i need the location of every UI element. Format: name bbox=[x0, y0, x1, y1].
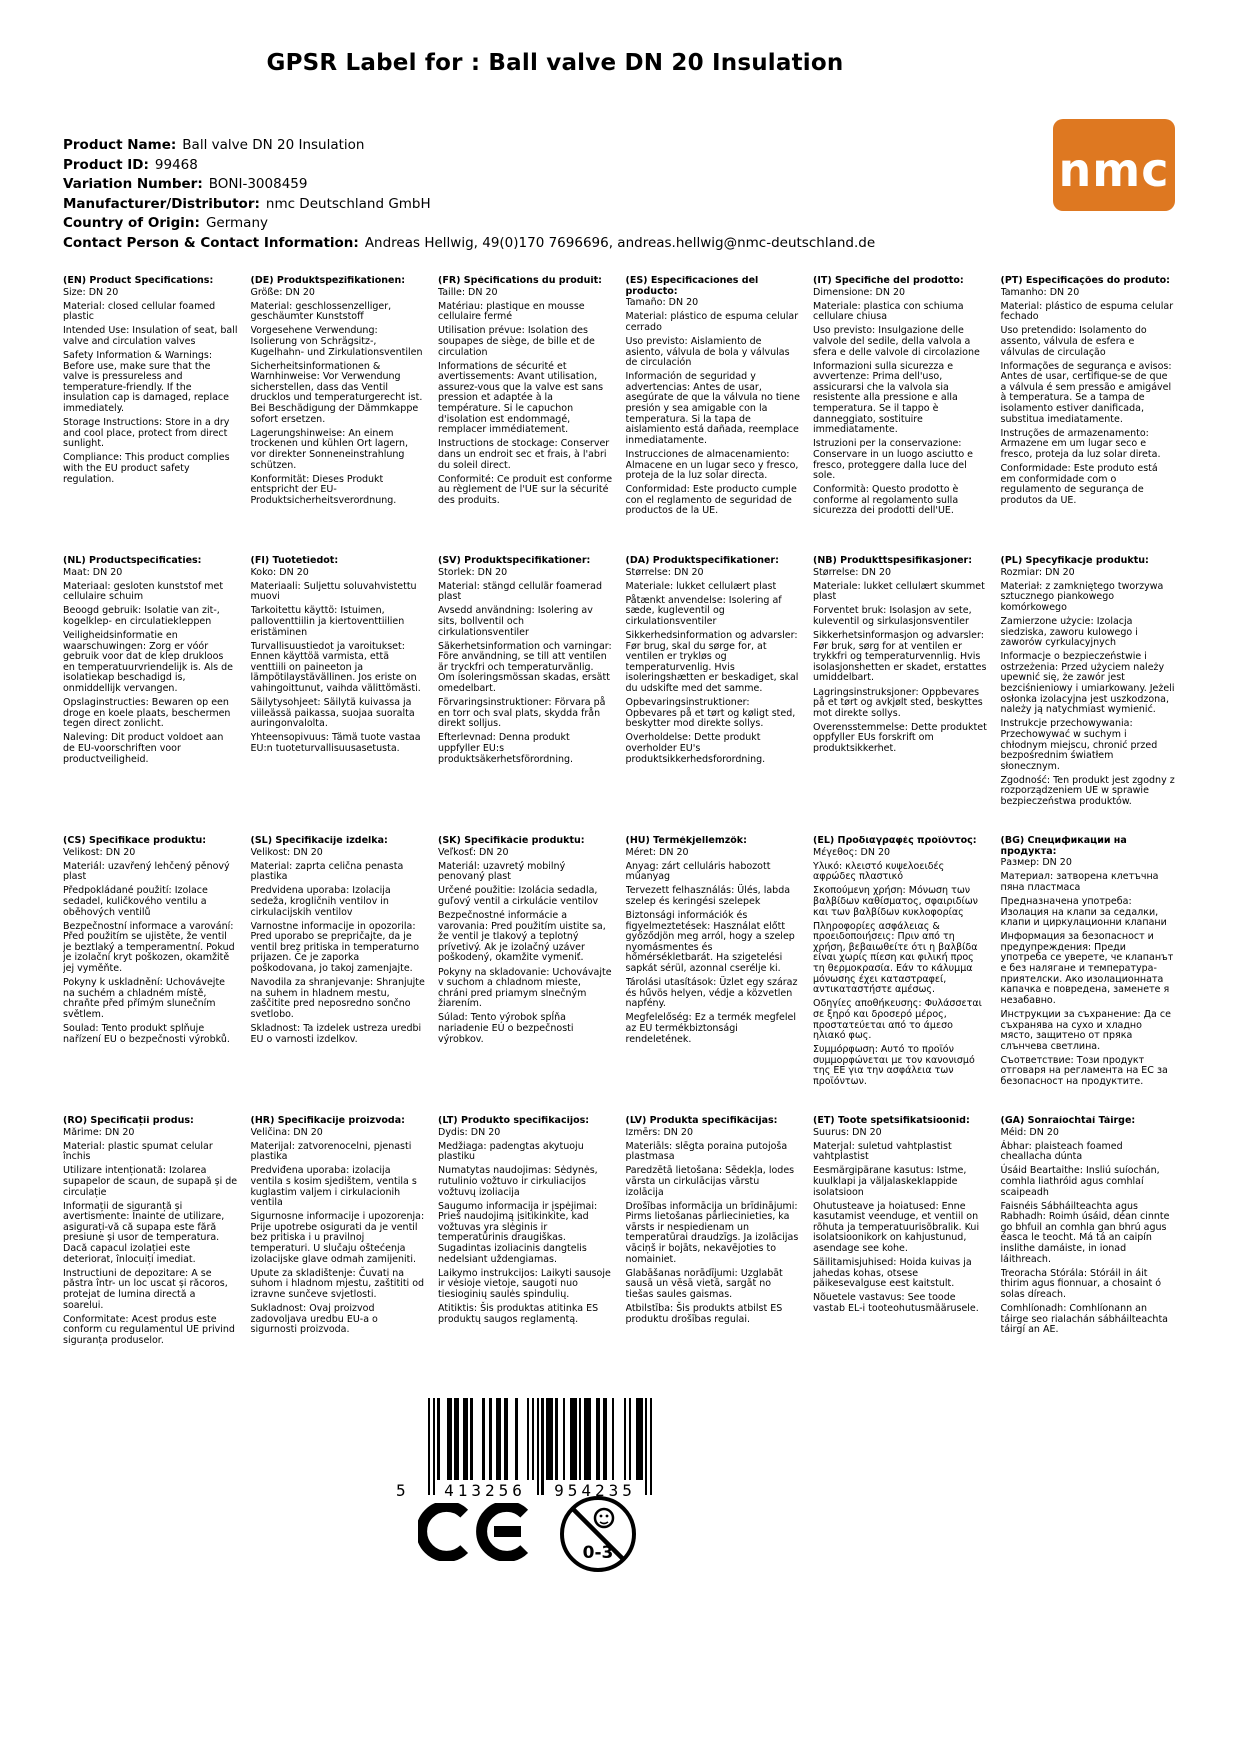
spec-paragraph: Size: DN 20 bbox=[63, 286, 119, 298]
spec-paragraph: Størrelse: DN 20 bbox=[625, 566, 704, 578]
spec-paragraph: Veličina: DN 20 bbox=[250, 1126, 323, 1138]
spec-paragraph: Drošības informācija un brīdinājumi: Pirms lietošanas pārliecinieties, ka vārsts ir nespiedienam un temperatūrai draudzīgs. Ja izolācijas vāciņš ir bojāts, nekavējoties to nomainiet. bbox=[625, 1200, 799, 1265]
product-field bbox=[63, 136, 875, 156]
barcode-bar bbox=[527, 1398, 529, 1480]
spec-paragraph: Koko: DN 20 bbox=[250, 566, 309, 578]
spec-paragraph: Conformità: Questo prodotto è conforme al regolamento sulla sicurezza dei prodotti dell'UE. bbox=[813, 484, 959, 517]
spec-header: (ES) Especificaciones del producto: bbox=[625, 276, 759, 297]
spec-block-et bbox=[813, 1116, 988, 1396]
product-field bbox=[63, 214, 875, 234]
spec-block-fi bbox=[251, 556, 426, 836]
spec-paragraph: Предназначена употреба: Изолация на клапи за седалки, клапи и циркулационни клапани bbox=[1000, 895, 1167, 929]
spec-paragraph: Materjal: suletud vahtplastist vahtplastist bbox=[813, 1140, 952, 1163]
spec-paragraph: Numatytas naudojimas: Sėdynės, rutulinio vožtuvo ir cirkuliacijos vožtuvų izoliacija bbox=[438, 1165, 598, 1198]
spec-paragraph: Atbilstība: Šis produkts atbilst ES produktu drošības regulai. bbox=[625, 1303, 783, 1325]
spec-header: (RO) Specificații produs: bbox=[63, 1116, 194, 1126]
spec-paragraph: Beoogd gebruik: Isolatie van zit-, kogelklep- en circulatiekleppen bbox=[63, 605, 220, 627]
spec-header: (DE) Produktspezifikationen: bbox=[250, 276, 406, 286]
spec-block-pt bbox=[1001, 276, 1176, 556]
barcode-bar bbox=[428, 1398, 430, 1495]
barcode-bar bbox=[532, 1398, 534, 1480]
spec-paragraph: Naleving: Dit product voldoet aan de EU-voorschriften voor productveiligheid. bbox=[63, 732, 224, 765]
spec-header: (PT) Especificações do produto: bbox=[1000, 276, 1170, 286]
spec-paragraph: Predvidena uporaba: Izolacija sedeža, krogličnih ventilov in cirkulacijskih ventilov bbox=[250, 885, 391, 918]
spec-paragraph: Dydis: DN 20 bbox=[438, 1126, 501, 1138]
barcode-bar bbox=[555, 1398, 557, 1480]
specs-grid bbox=[63, 276, 1175, 1396]
barcode-bar bbox=[537, 1398, 539, 1495]
product-field bbox=[63, 195, 875, 215]
spec-header: (EL) Προδιαγραφές προϊόντος: bbox=[813, 836, 977, 846]
spec-paragraph: Istruzioni per la conservazione: Conservare in un luogo asciutto e fresco, proteggere dalla luce del sole. bbox=[813, 438, 974, 482]
spec-paragraph: Materiál: uzavretý mobilný penovaný plast bbox=[438, 860, 566, 883]
spec-paragraph: Uso previsto: Insulgazione delle valvole del sedile, della valvola a sfera e delle valvole di circolazione bbox=[813, 325, 980, 358]
spec-paragraph: Suurus: DN 20 bbox=[813, 1126, 882, 1138]
spec-paragraph: Treoracha Stórála: Stóráil in áit thirim agus fionnuar, a chosaint ó solas díreach. bbox=[1000, 1267, 1162, 1300]
barcode-bar bbox=[496, 1398, 501, 1480]
spec-block-nb bbox=[813, 556, 988, 836]
spec-block-hr bbox=[251, 1116, 426, 1396]
spec-paragraph: Bezpečnostné informácie a varovania: Pred použitím uistite sa, že ventil je tlakový a teplotný prívetivý. Ak je izolačný uzáver poškodený, okamžite vymeniť. bbox=[438, 910, 606, 964]
spec-paragraph: Utilisation prévue: Isolation des soupapes de siège, de bille et de circulation bbox=[438, 325, 595, 358]
spec-paragraph: Yhteensopivuus: Tämä tuote vastaa EU:n tuoteturvallisuusasetusta. bbox=[250, 732, 421, 754]
spec-block-lt bbox=[438, 1116, 613, 1396]
barcode-bar bbox=[650, 1398, 652, 1495]
barcode-bar bbox=[470, 1398, 472, 1480]
spec-paragraph: Storlek: DN 20 bbox=[438, 566, 508, 578]
spec-paragraph: Informações de segurança e avisos: Antes de usar, certifique-se de que a válvula é sem pressão e amigável à temperatura. Se a tampa de isolamento estiver danificada, substitua imediatamente. bbox=[1000, 360, 1172, 425]
spec-paragraph: Materiál: uzavřený lehčený pěnový plast bbox=[63, 860, 230, 883]
spec-block-pl bbox=[1001, 556, 1176, 836]
barcode-digits-group1: 413256 bbox=[444, 1481, 526, 1500]
spec-paragraph: Οδηγίες αποθήκευσης: Φυλάσσεται σε ξηρό και δροσερό μέρος, προστατεύεται από το άμεσο ηλιακό φως. bbox=[813, 998, 982, 1042]
spec-paragraph: Turvallisuustiedot ja varoitukset: Ennen käyttöä varmista, että venttiili on paineeton ja lämpötilaystävällinen. Jos eriste on vahingoittunut, vaihda välittömästi. bbox=[250, 640, 421, 695]
spec-paragraph: Materiale: plastica con schiuma cellulare chiusa bbox=[813, 300, 964, 323]
barcode-digits-group2: 954235 bbox=[554, 1481, 636, 1500]
spec-header: (GA) Sonraíochtaí Táirge: bbox=[1000, 1116, 1136, 1126]
spec-paragraph: Upute za skladištenje: Čuvati na suhom i hladnom mjestu, zaštititi od izravne sunčeve svjetlosti. bbox=[250, 1267, 425, 1300]
spec-paragraph: Материал: затворена клетъчна пяна пластмаса bbox=[1000, 871, 1159, 893]
spec-header: (EN) Product Specifications: bbox=[63, 276, 214, 286]
spec-block-fr bbox=[438, 276, 613, 556]
field-label: Country of Origin: bbox=[63, 215, 200, 231]
barcode-bar bbox=[541, 1398, 543, 1495]
spec-block-it bbox=[813, 276, 988, 556]
spec-paragraph: Materiał: z zamkniętego tworzywa sztucznego piankowego komórkowego bbox=[1000, 580, 1164, 613]
spec-paragraph: Ohutusteave ja hoiatused: Enne kasutamist veenduge, et ventiil on rõhuta ja temperatuurisõbralik. Kui isolatsioonikork on kahjustunud, asendage see kohe. bbox=[813, 1200, 980, 1255]
spec-paragraph: Méid: DN 20 bbox=[1000, 1126, 1059, 1138]
field-value: Andreas Hellwig, 49(0)170 7696696, andreas.hellwig@nmc-deutschland.de bbox=[364, 234, 876, 251]
spec-paragraph: Säkerhetsinformation och varningar: Före användning, se till att ventilen är tryckfri och temperaturvänlig. Om isoleringsmössan skadas, ersätt omedelbart. bbox=[438, 640, 612, 695]
spec-paragraph: Zamierzone użycie: Izolacja siedziska, zaworu kulowego i zaworów cyrkulacyjnych bbox=[1000, 615, 1138, 649]
product-info bbox=[63, 136, 875, 253]
spec-paragraph: Säilytysohjeet: Säilytä kuivassa ja viileässä paikassa, suojaa suoralta auringonvalolta. bbox=[250, 697, 415, 730]
barcode-bar bbox=[563, 1398, 565, 1480]
spec-paragraph: Pokyny na skladovanie: Uchovávajte v suchom a chladnom mieste, chráni pred priamym slnečným žiarením. bbox=[438, 966, 612, 1010]
spec-block-ga bbox=[1001, 1116, 1176, 1396]
spec-paragraph: Veľkosť: DN 20 bbox=[438, 846, 509, 858]
spec-paragraph: Conformité: Ce produit est conforme au règlement de l'UE sur la sécurité des produits. bbox=[438, 473, 613, 506]
spec-paragraph: Efterlevnad: Denna produkt uppfyller EU:s produktsäkerhetsförordning. bbox=[438, 732, 574, 765]
field-value: Germany bbox=[205, 215, 268, 231]
spec-paragraph: Informazioni sulla sicurezza e avvertenze: Prima dell'uso, assicurarsi che la valvola sia resistente alla pressione e alla temperatura. Se il tappo è danneggiato, sostituire immediatamente. bbox=[813, 360, 958, 436]
spec-paragraph: Sikkerhedsinformation og advarsler: Før brug, skal du sørge for, at ventilen er trykløs og temperaturvenlig. Hvis isoleringshætten er beskadiget, skal du udskifte med det samme. bbox=[625, 630, 799, 695]
spec-paragraph: Größe: DN 20 bbox=[250, 286, 315, 298]
spec-paragraph: Conformidad: Este producto cumple con el reglamento de seguridad de productos de la UE. bbox=[625, 484, 797, 517]
spec-paragraph: Uso previsto: Aislamiento de asiento, válvula de bola y válvulas de circulación bbox=[625, 335, 790, 369]
spec-paragraph: Material: stängd cellulär foamerad plast bbox=[438, 580, 603, 603]
barcode-bar bbox=[645, 1398, 647, 1495]
spec-header: (FR) Spécifications du produit: bbox=[438, 276, 602, 286]
spec-paragraph: Saugumo informacija ir įspėjimai: Prieš naudojimą įsitikinkite, kad vožtuvas yra slėginis ir temperatūrinis draugiškas. Sugadintas izoliacinis dangtelis nedelsiant uždengiamas. bbox=[438, 1200, 598, 1265]
spec-header: (FI) Tuotetiedot: bbox=[250, 556, 339, 566]
barcode-bar bbox=[596, 1398, 601, 1480]
spec-header: (NB) Produkttspesifikasjoner: bbox=[813, 556, 973, 566]
spec-paragraph: Lagerungshinweise: An einem trockenen und kühlen Ort lagern, vor direkter Sonneneinstrahlung schützen. bbox=[250, 427, 408, 471]
spec-paragraph: Инструкции за съхранение: Да се съхранява на сухо и хладно място, защитено от пряка слънчева светлина. bbox=[1000, 1008, 1171, 1052]
barcode-bar bbox=[463, 1398, 468, 1480]
spec-paragraph: Faisnéis Sábháilteachta agus Rabhadh: Roimh úsáid, déan cinnte go bhfuil an comhla gan bhrú agus éasca le teocht. Má tá an caipín inslithe damáiste, in ionad láithreach. bbox=[1000, 1200, 1170, 1265]
spec-header: (BG) Спецификации на продукта: bbox=[1000, 836, 1127, 857]
barcode-bar bbox=[546, 1398, 553, 1480]
field-label: Product Name: bbox=[63, 137, 177, 153]
spec-block-cs bbox=[63, 836, 238, 1116]
age-warning-0-3-icon bbox=[556, 1492, 640, 1576]
spec-paragraph: Veiligheidsinformatie en waarschuwingen: Zorg er vóór gebruik voor dat de klep drukloos en temperatuurvriendelijk is. Als de isolatiekap beschadigd is, onmiddellijk vervangen. bbox=[63, 630, 233, 695]
barcode-bar bbox=[636, 1398, 643, 1480]
product-field bbox=[63, 175, 875, 195]
spec-paragraph: Eesmärgipärane kasutus: Istme, kuulklapi ja väljalaskeklappide isolatsioon bbox=[813, 1165, 967, 1198]
field-label: Contact Person & Contact Information: bbox=[63, 234, 359, 251]
field-label: Manufacturer/Distributor: bbox=[63, 195, 260, 212]
spec-header: (NL) Productspecificaties: bbox=[63, 556, 202, 566]
spec-paragraph: Maat: DN 20 bbox=[63, 566, 123, 578]
spec-block-lv bbox=[626, 1116, 801, 1396]
spec-block-ro bbox=[63, 1116, 238, 1396]
spec-paragraph: Overholdelse: Dette produkt overholder EU's produktsikkerhedsforordning. bbox=[625, 732, 766, 765]
spec-paragraph: Förvaringsinstruktioner: Förvara på en torr och sval plats, skydda från direkt solljus. bbox=[438, 697, 606, 730]
spec-block-hu bbox=[626, 836, 801, 1116]
spec-block-es bbox=[626, 276, 801, 556]
spec-paragraph: Υλικό: κλειστό κυψελοειδές αφρώδες πλαστικό bbox=[813, 860, 945, 883]
barcode-bar bbox=[504, 1398, 509, 1480]
spec-paragraph: Materijal: zatvorenocelni, pjenasti plastika bbox=[250, 1140, 412, 1163]
spec-paragraph: Material: geschlossenzelliger, geschäumter Kunststoff bbox=[250, 300, 392, 323]
spec-paragraph: Sikkerhetsinformasjon og advarsler: Før bruk, sørg for at ventilen er trykkfri og temperaturvennlig. Hvis isolasjonshetten er skadet, erstattes umiddelbart. bbox=[813, 630, 987, 684]
spec-paragraph: Opslaginstructies: Bewaren op een droge en koele plaats, beschermen tegen direct zonlicht. bbox=[63, 697, 231, 730]
nmc-logo-text: nmc bbox=[1058, 143, 1170, 197]
spec-paragraph: Atitiktis: Šis produktas atitinka ES produktų saugos reglamentą. bbox=[438, 1303, 599, 1325]
spec-paragraph: Velikost: DN 20 bbox=[250, 846, 323, 858]
spec-paragraph: Rozmiar: DN 20 bbox=[1000, 566, 1075, 578]
spec-paragraph: Σκοπούμενη χρήση: Μόνωση των βαλβίδων καθίσματος, σφαιριδίων και των βαλβίδων κυκλοφορίας bbox=[813, 885, 978, 918]
spec-header: (SL) Specifikacije izdelka: bbox=[250, 836, 388, 846]
spec-paragraph: Pokyny k uskladnění: Uchovávejte na suchém a chladném místě, chraňte před přímým slunečním světlem. bbox=[63, 977, 226, 1020]
spec-paragraph: Opbevaringsinstruktioner: Opbevares på et tørt og køligt sted, beskytter mod direkte sollys. bbox=[625, 697, 796, 730]
barcode-bar bbox=[624, 1398, 626, 1480]
spec-paragraph: Säilitamisjuhised: Hoida kuivas ja jahedas kohas, otsese päikesevalguse eest kaitstult. bbox=[813, 1257, 972, 1290]
spec-paragraph: Tárolási utasítások: Üzlet egy száraz és hűvös helyen, védje a közvetlen napfény. bbox=[625, 977, 798, 1010]
spec-paragraph: Συμμόρφωση: Αυτό το προϊόν συμμορφώνεται με τον κανονισμό της ΕΕ για την ασφάλεια των προϊόντων. bbox=[813, 1044, 975, 1087]
spec-paragraph: Størrelse: DN 20 bbox=[813, 566, 892, 578]
spec-block-sl bbox=[251, 836, 426, 1116]
spec-paragraph: Materiale: lukket cellulært skummet plast bbox=[813, 580, 985, 603]
spec-paragraph: Laikymo instrukcijos: Laikyti sausoje ir vėsioje vietoje, saugoti nuo tiesioginių saulės spindulių. bbox=[438, 1267, 611, 1300]
spec-paragraph: Materiaali: Suljettu soluvahvistettu muovi bbox=[250, 580, 417, 603]
spec-paragraph: Vorgesehene Verwendung: Isolierung von Schrägsitz-, Kugelhahn- und Zirkulationsventilen bbox=[250, 325, 423, 358]
spec-block-sk bbox=[438, 836, 613, 1116]
spec-paragraph: Información de seguridad y advertencias: Antes de usar, asegúrate de que la válvula no tiene presión y sea amigable con la temperatura. Si la tapa de aislamiento está dañada, reemplace inmediatamente. bbox=[625, 371, 800, 446]
spec-paragraph: Material: plastic spumat celular închis bbox=[63, 1140, 213, 1163]
spec-paragraph: Sigurnosne informacije i upozorenja: Prije upotrebe osigurati da je ventil bez pritiska i u pravilnoj temperaturi. U slučaju oštećenja izolacijske glave odmah zamijeniti. bbox=[250, 1211, 425, 1265]
spec-paragraph: Bezpečnostní informace a varování: Před použitím se ujistěte, že ventil je beztlaký a temperamentní. Pokud je izolační kryt poškozen, okamžitě jej vyměňte. bbox=[63, 920, 235, 975]
spec-paragraph: Lagringsinstruksjoner: Oppbevares på et tørt og avkjølt sted, beskyttes mot direkte sollys. bbox=[813, 686, 983, 719]
spec-paragraph: Informations de sécurité et avertissements: Avant utilisation, assurez-vous que la valve est sans pression et adaptée à la température. Si le capuchon d'isolation est endommagé, remplacer immédiatement. bbox=[438, 360, 604, 436]
spec-paragraph: Skladnost: Ta izdelek ustreza uredbi EU o varnosti izdelkov. bbox=[250, 1023, 422, 1045]
barcode-bar bbox=[482, 1398, 484, 1480]
spec-header: (LT) Produkto specifikacijos: bbox=[438, 1116, 590, 1126]
spec-paragraph: Anyag: zárt celluláris habozott műanyag bbox=[625, 860, 771, 883]
barcode-bar bbox=[437, 1398, 439, 1480]
spec-paragraph: Påtænkt anvendelse: Isolering af sæde, kugleventil og cirkulationsventiler bbox=[625, 594, 782, 627]
spec-header: (HR) Specifikacije proizvoda: bbox=[250, 1116, 405, 1126]
spec-header: (ET) Toote spetsifikatsioonid: bbox=[813, 1116, 970, 1126]
spec-paragraph: Sukladnost: Ovaj proizvod zadovoljava uredbu EU-a o sigurnosti proizvoda. bbox=[250, 1303, 378, 1336]
spec-paragraph: Forventet bruk: Isolasjon av sete, kuleventil og sirkulasjonsventiler bbox=[813, 605, 972, 627]
ean-barcode bbox=[396, 1398, 654, 1500]
spec-paragraph: Tamanho: DN 20 bbox=[1000, 286, 1080, 298]
spec-header: (CS) Specifikace produktu: bbox=[63, 836, 207, 846]
spec-paragraph: Информация за безопасност и предупреждения: Преди употреба се уверете, че клапанът е без налягане и температура-приятелски. Ако изолационната капачка е повредена, заменете я незабавно. bbox=[1000, 931, 1174, 1006]
spec-paragraph: Megfelelőség: Ez a termék megfelel az EU termékbiztonsági rendeletének. bbox=[625, 1012, 796, 1045]
product-field bbox=[63, 156, 875, 176]
spec-paragraph: Avsedd användning: Isolering av sits, bollventil och cirkulationsventiler bbox=[438, 605, 593, 638]
spec-paragraph: Materiāls: slēgta poraina putojoša plastmasa bbox=[625, 1140, 788, 1163]
spec-paragraph: Uso pretendido: Isolamento do assento, válvula de esfera e válvulas de circulação bbox=[1000, 325, 1147, 358]
spec-paragraph: Zgodność: Ten produkt jest zgodny z rozporządzeniem UE w sprawie bezpieczeństwa produktów. bbox=[1000, 774, 1175, 807]
spec-paragraph: Material: zaprta celična penasta plastika bbox=[250, 860, 404, 883]
spec-header: (HU) Termékjellemzők: bbox=[625, 836, 747, 846]
spec-paragraph: Tamaño: DN 20 bbox=[625, 297, 699, 309]
ce-mark-icon bbox=[418, 1503, 542, 1561]
barcode-bar bbox=[570, 1398, 577, 1480]
spec-paragraph: Размер: DN 20 bbox=[1000, 857, 1072, 869]
barcode-bar bbox=[433, 1398, 435, 1495]
spec-paragraph: Glabāšanas norādījumi: Uzglabāt sausā un vēsā vietā, sargāt no tiešas saules gaismas. bbox=[625, 1267, 783, 1300]
field-value: 99468 bbox=[154, 156, 198, 173]
field-value: nmc Deutschland GmbH bbox=[265, 195, 431, 212]
spec-block-sv bbox=[438, 556, 613, 836]
spec-paragraph: Dimensione: DN 20 bbox=[813, 286, 906, 298]
spec-paragraph: Instruções de armazenamento: Armazene em um lugar seco e fresco, proteja da luz solar direta. bbox=[1000, 427, 1161, 460]
spec-paragraph: Safety Information & Warnings: Before use, make sure that the valve is pressureless and temperature-friendly. If the insulation cap is damaged, replace immediately. bbox=[63, 350, 229, 415]
spec-paragraph: Medžiaga: padengtas akytuoju plastiku bbox=[438, 1140, 584, 1163]
barcode-bar bbox=[447, 1398, 452, 1480]
spec-paragraph: Conformitate: Acest produs este conform cu regulamentul UE privind siguranța produselor. bbox=[63, 1313, 235, 1346]
barcode-bar bbox=[584, 1398, 591, 1480]
spec-paragraph: Instructiuni de depozitare: A se păstra într- un loc uscat și răcoros, protejat de lumina directă a soarelui. bbox=[63, 1267, 228, 1311]
spec-block-el bbox=[813, 836, 988, 1116]
spec-paragraph: Izmērs: DN 20 bbox=[625, 1126, 693, 1138]
spec-block-de bbox=[251, 276, 426, 556]
spec-paragraph: Předpokládané použití: Izolace sedadel, kuličkového ventilu a oběhových ventilů bbox=[63, 885, 208, 918]
spec-header: (DA) Produktspecifikationer: bbox=[625, 556, 779, 566]
spec-paragraph: Matériau: plastique en mousse cellulaire fermé bbox=[438, 300, 585, 323]
spec-paragraph: Πληροφορίες ασφάλειας & προειδοποιήσεις: Πριν από τη χρήση, βεβαιωθείτε ότι η βαλβίδα είναι χωρίς πίεση και φιλική προς τη θερμοκρασία. Εάν το κάλυμμα μόνωσης έχει καταστραφεί, αντικαταστήστε αμέσως. bbox=[813, 920, 978, 996]
spec-paragraph: Material: plástico de espuma celular cerrado bbox=[625, 311, 799, 333]
spec-paragraph: Mărime: DN 20 bbox=[63, 1126, 135, 1138]
spec-paragraph: Sicherheitsinformationen & Warnhinweise: Vor Verwendung sicherstellen, dass das Ventil drucklos und temperaturgerecht ist. Bei Beschädigung der Dämmkappe sofort ersetzen. bbox=[250, 360, 423, 425]
barcode-bar bbox=[579, 1398, 581, 1480]
spec-paragraph: Materiaal: gesloten kunststof met cellulaire schuim bbox=[63, 580, 224, 603]
barcode-bar bbox=[629, 1398, 631, 1480]
nmc-logo bbox=[1053, 119, 1175, 211]
spec-header: (SV) Produktspecifikationer: bbox=[438, 556, 591, 566]
spec-paragraph: Storage Instructions: Store in a dry and cool place, protect from direct sunlight. bbox=[63, 417, 230, 450]
field-value: Ball valve DN 20 Insulation bbox=[182, 137, 365, 153]
barcode-bar bbox=[603, 1398, 608, 1480]
spec-paragraph: Velikost: DN 20 bbox=[63, 846, 136, 858]
spec-header: (IT) Specifiche del prodotto: bbox=[813, 276, 964, 286]
spec-paragraph: Ábhar: plaisteach foamed cheallacha dúnta bbox=[1000, 1140, 1123, 1163]
spec-paragraph: Material: plástico de espuma celular fechado bbox=[1000, 300, 1174, 323]
spec-block-en bbox=[63, 276, 238, 556]
barcode-bar bbox=[515, 1398, 517, 1480]
spec-paragraph: Instructions de stockage: Conserver dans un endroit sec et frais, à l'abri du soleil direct. bbox=[438, 438, 610, 471]
spec-paragraph: Conformidade: Este produto está em conformidade com o regulamento de segurança de produtos da UE. bbox=[1000, 463, 1158, 506]
spec-paragraph: Navodila za shranjevanje: Shranjujte na suhem in hladnem mestu, zaščitite pred neposredno sončno svetlobo. bbox=[250, 977, 425, 1020]
spec-paragraph: Materiale: lukket cellulært plast bbox=[625, 580, 777, 592]
spec-paragraph: Soulad: Tento produkt splňuje nařízení EU o bezpečnosti výrobků. bbox=[63, 1023, 230, 1045]
spec-paragraph: Nõuetele vastavus: See toode vastab EL-i tooteohutusmäärusele. bbox=[813, 1292, 979, 1314]
barcode-bar bbox=[612, 1398, 614, 1480]
spec-paragraph: Informații de siguranță și avertismente: Înainte de utilizare, asigurați-vă că supapa este fără presiune și usor de temperatura. Dacă capacul izolației este deteriorat, înlocuiți imediat. bbox=[63, 1200, 225, 1265]
spec-header: (LV) Produkta specifikācijas: bbox=[625, 1116, 778, 1126]
spec-block-nl bbox=[63, 556, 238, 836]
spec-paragraph: Paredzētā lietošana: Sēdekļa, lodes vārsta un cirkulācijas vārstu izolācija bbox=[625, 1165, 795, 1198]
field-value: BONI-3008459 bbox=[208, 176, 308, 192]
spec-paragraph: Съответствие: Този продукт отговаря на регламента на ЕС за безопасност на продуктите. bbox=[1000, 1054, 1168, 1087]
spec-block-bg bbox=[1001, 836, 1176, 1116]
spec-paragraph: Určené použitie: Izolácia sedadla, guľový ventil a cirkulácie ventilov bbox=[438, 885, 599, 907]
age-warning-label: 0-3 bbox=[582, 1543, 614, 1563]
spec-paragraph: Predviđena uporaba: izolacija ventila s kosim sjedištem, ventila s kuglastim valjem i cirkulacionih ventila bbox=[250, 1165, 417, 1209]
barcode-bar bbox=[489, 1398, 491, 1480]
spec-paragraph: Comhlíonadh: Comhlíonann an táirge seo rialachán sábháilteachta táirgí an AE. bbox=[1000, 1303, 1168, 1336]
spec-paragraph: Tervezett felhasználás: Ülés, labda szelep és keringési szelepek bbox=[625, 885, 791, 907]
spec-header: (SK) Špecifikácie produktu: bbox=[438, 836, 585, 846]
spec-paragraph: Biztonsági információk és figyelmeztetések: Használat előtt győződjön meg arról, hogy a szelep nyomásmentes és hőmérsékletbarát. Ha szigetelési sapkát sérül, azonnal cserélje ki. bbox=[625, 910, 795, 975]
spec-paragraph: Μέγεθος: DN 20 bbox=[813, 846, 891, 858]
spec-paragraph: Instrucciones de almacenamiento: Almacene en un lugar seco y fresco, proteja de la luz solar directa. bbox=[625, 448, 799, 482]
spec-paragraph: Intended Use: Insulation of seat, ball valve and circulation valves bbox=[63, 325, 238, 347]
spec-paragraph: Material: closed cellular foamed plastic bbox=[63, 300, 216, 323]
spec-paragraph: Compliance: This product complies with the EU product safety regulation. bbox=[63, 452, 230, 485]
product-field bbox=[63, 234, 875, 254]
spec-paragraph: Instrukcje przechowywania: Przechowywać w suchym i chłodnym miejscu, chronić przed bezpośrednim światłem słonecznym. bbox=[1000, 718, 1158, 772]
spec-paragraph: Konformität: Dieses Produkt entspricht der EU-Produktsicherheitsverordnung. bbox=[250, 473, 397, 506]
spec-paragraph: Varnostne informacije in opozorila: Pred uporabo se prepričajte, da je ventil brez pritiska in temperaturno prijazen. Če je zaporka poškodovana, jo takoj zamenjajte. bbox=[250, 920, 420, 975]
field-label: Product ID: bbox=[63, 156, 149, 173]
spec-paragraph: Tarkoitettu käyttö: Istuimen, palloventtiilin ja kiertoventtiilien eristäminen bbox=[250, 605, 405, 638]
spec-paragraph: Taille: DN 20 bbox=[438, 286, 498, 298]
spec-paragraph: Súlad: Tento výrobok spĺňa nariadenie EÚ o bezpečnosti výrobkov. bbox=[438, 1012, 574, 1045]
spec-block-da bbox=[626, 556, 801, 836]
barcode-bar bbox=[454, 1398, 459, 1480]
spec-header: (PL) Specyfikacje produktu: bbox=[1000, 556, 1149, 566]
spec-paragraph: Overensstemmelse: Dette produktet oppfyller EUs forskrift om produktsikkerhet. bbox=[813, 721, 987, 754]
spec-paragraph: Utilizare intenționată: Izolarea supapelor de scaun, de supapă și de circulație bbox=[63, 1165, 238, 1198]
spec-paragraph: Informacje o bezpieczeństwie i ostrzeżenia: Przed użyciem należy upewnić się, że zawór jest bezciśnieniowy i umiarkowany. Jeżeli osłonka izolacyjna jest uszkodzona, należy ją natychmiast wymienić. bbox=[1000, 651, 1175, 716]
spec-paragraph: Méret: DN 20 bbox=[625, 846, 689, 858]
field-label: Variation Number: bbox=[63, 176, 203, 192]
spec-paragraph: Úsáid Beartaithe: Insliú suíochán, comhla liathróid agus comhlaí scaipeadh bbox=[1000, 1165, 1160, 1198]
barcode-lead-digit: 5 bbox=[396, 1481, 406, 1500]
page-title: GPSR Label for : Ball valve DN 20 Insulation bbox=[266, 50, 844, 76]
